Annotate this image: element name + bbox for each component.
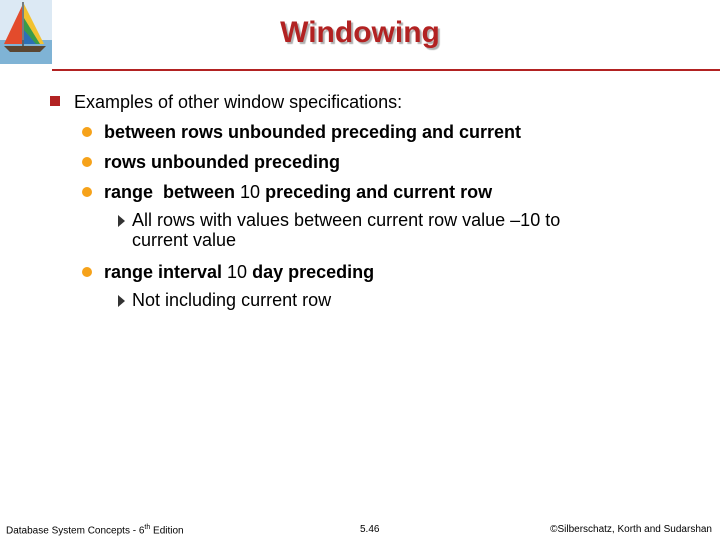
- title-divider: [52, 69, 720, 71]
- note-item: [48, 290, 688, 310]
- sub-bullet-item: [48, 180, 688, 204]
- sub-bullet-prefix: range between: [104, 182, 241, 202]
- sub-bullet-number: 10: [240, 182, 261, 202]
- sub-bullet-text: between rows unbounded preceding and current: [104, 122, 522, 142]
- note-line: All rows with values between current row value –10 to: [132, 210, 561, 230]
- main-bullet-text: Examples of other window specifications:: [74, 92, 403, 112]
- note-line: Not including current row: [132, 290, 332, 310]
- square-bullet-icon: [50, 96, 60, 106]
- footer-copyright: ©Silberschatz, Korth and Sudarshan: [550, 524, 712, 535]
- footer-page-number: 5.46: [360, 524, 380, 535]
- sub-bullet-item: [48, 260, 688, 284]
- footer-book-title-text: Database System Concepts - 6: [6, 525, 145, 537]
- arrow-bullet-icon: [118, 295, 125, 307]
- slide-content: [48, 90, 688, 320]
- arrow-bullet-icon: [118, 215, 125, 227]
- sub-bullet-suffix: preceding and current row: [260, 182, 493, 202]
- sub-bullet-prefix: range interval: [104, 262, 228, 282]
- note-line: current value: [132, 230, 237, 250]
- sub-bullet-text: rows unbounded preceding: [104, 152, 341, 172]
- sub-bullet-item: [48, 150, 688, 174]
- round-bullet-icon: [82, 127, 92, 137]
- sub-bullet-number: 10: [227, 262, 248, 282]
- slide-title: Windowing: [280, 16, 440, 49]
- round-bullet-icon: [82, 187, 92, 197]
- round-bullet-icon: [82, 267, 92, 277]
- note-item: [48, 210, 688, 250]
- round-bullet-icon: [82, 157, 92, 167]
- footer-book-edition-sup: th: [144, 524, 151, 531]
- footer-book-edition-text: Edition: [150, 525, 184, 537]
- footer-book-title: [6, 524, 184, 536]
- sub-bullet-suffix: day preceding: [247, 262, 375, 282]
- main-bullet-item: [48, 90, 688, 114]
- sub-bullet-item: [48, 120, 688, 144]
